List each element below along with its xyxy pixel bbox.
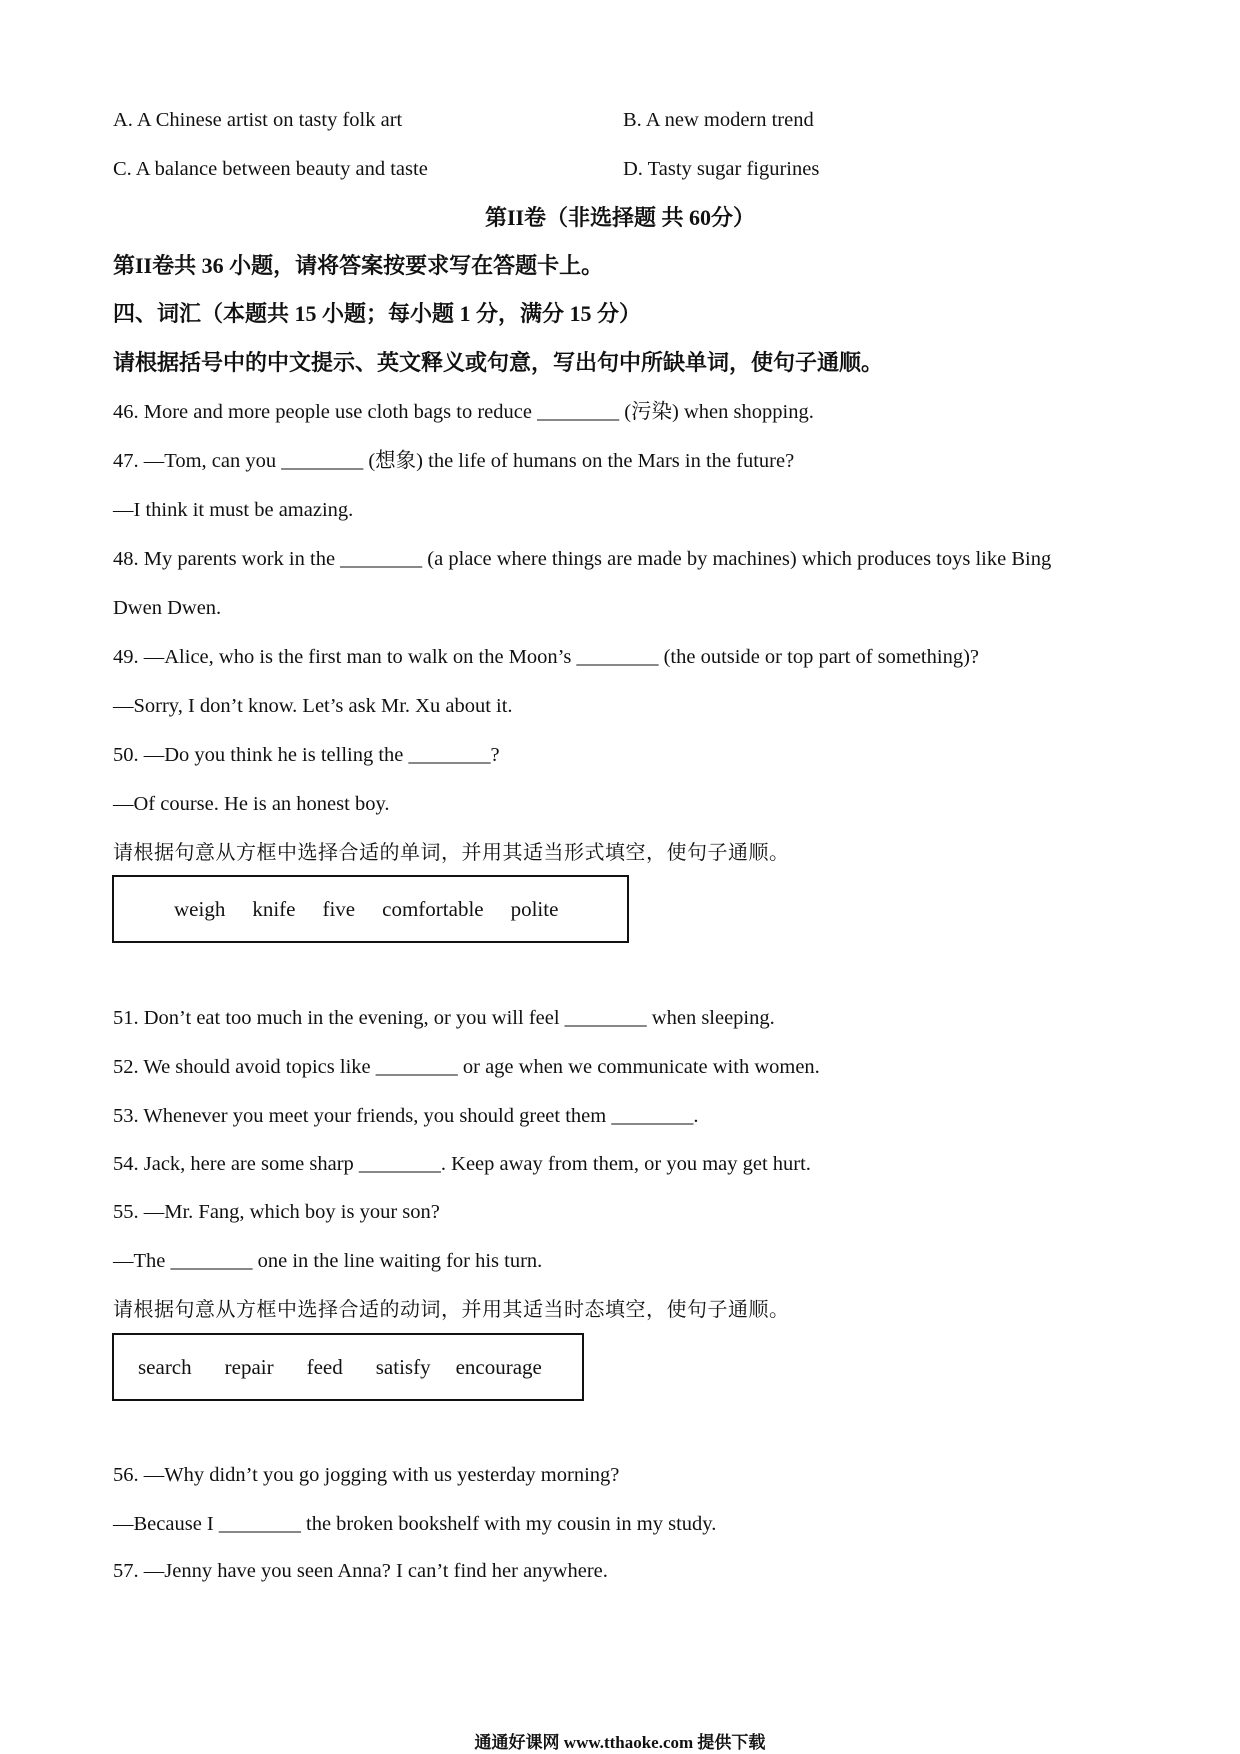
question-52: 52. We should avoid topics like ________ or age when we communicate with women. xyxy=(113,1056,820,1078)
question-47: 47. —Tom, can you ________ (想象) the life of humans on the Mars in the future? xyxy=(113,450,795,472)
page-footer: 通通好课网 www.tthaoke.com 提供下载 xyxy=(474,1733,766,1752)
question-55-answer: —The ________ one in the line waiting for his turn. xyxy=(113,1250,543,1272)
section-title: 第II卷（非选择题 共 60分） xyxy=(484,205,756,230)
option-b: B. A new modern trend xyxy=(623,109,814,131)
question-51: 51. Don’t eat too much in the evening, or you will feel ________ when sleeping. xyxy=(113,1007,775,1029)
word-box-1-word: polite xyxy=(510,896,559,921)
question-53: 53. Whenever you meet your friends, you should greet them ________. xyxy=(113,1105,699,1127)
question-56-answer: —Because I ________ the broken bookshelf with my cousin in my study. xyxy=(113,1513,717,1535)
part4-instruction-1: 请根据括号中的中文提示、英文释义或句意，写出句中所缺单词，使句子通顺。 xyxy=(113,350,884,375)
word-box-2 xyxy=(112,1333,584,1401)
word-box-2-word: search xyxy=(138,1354,192,1379)
word-box-1-word: knife xyxy=(252,896,296,921)
section-note: 第II卷共 36 小题，请将答案按要求写在答题卡上。 xyxy=(113,253,604,278)
word-box-1-word: comfortable xyxy=(382,896,484,921)
question-57: 57. —Jenny have you seen Anna? I can’t find her anywhere. xyxy=(113,1560,608,1582)
word-box-1-word: weigh xyxy=(174,896,226,921)
word-box-1 xyxy=(112,875,629,943)
question-48: 48. My parents work in the ________ (a place where things are made by machines) which produces toys like Bing xyxy=(113,548,1052,570)
option-a: A. A Chinese artist on tasty folk art xyxy=(113,109,403,131)
question-47-answer: —I think it must be amazing. xyxy=(113,499,354,521)
part4-instruction-3: 请根据句意从方框中选择合适的动词，并用其适当时态填空，使句子通顺。 xyxy=(113,1299,790,1321)
question-46: 46. More and more people use cloth bags to reduce ________ (污染) when shopping. xyxy=(113,401,814,423)
question-56: 56. —Why didn’t you go jogging with us yesterday morning? xyxy=(113,1464,620,1486)
part4-instruction-2: 请根据句意从方框中选择合适的单词，并用其适当形式填空，使句子通顺。 xyxy=(113,842,790,864)
question-49-answer: —Sorry, I don’t know. Let’s ask Mr. Xu about it. xyxy=(113,695,513,717)
question-50: 50. —Do you think he is telling the ________? xyxy=(113,744,500,766)
word-box-2-word: satisfy xyxy=(375,1354,431,1379)
word-box-2-word: repair xyxy=(224,1354,274,1379)
question-54: 54. Jack, here are some sharp ________. Keep away from them, or you may get hurt. xyxy=(113,1153,811,1175)
word-box-2-word: encourage xyxy=(455,1354,542,1379)
word-box-2-word: feed xyxy=(306,1354,343,1379)
question-48-cont: Dwen Dwen. xyxy=(113,597,222,619)
word-box-1-word: five xyxy=(322,896,356,921)
option-c: C. A balance between beauty and taste xyxy=(113,158,428,180)
question-50-answer: —Of course. He is an honest boy. xyxy=(113,793,390,815)
part4-heading: 四、词汇（本题共 15 小题；每小题 1 分，满分 15 分） xyxy=(113,301,642,326)
option-d: D. Tasty sugar figurines xyxy=(623,158,820,180)
question-49: 49. —Alice, who is the first man to walk on the Moon’s ________ (the outside or top part of something)? xyxy=(113,646,979,668)
question-55: 55. —Mr. Fang, which boy is your son? xyxy=(113,1201,440,1223)
